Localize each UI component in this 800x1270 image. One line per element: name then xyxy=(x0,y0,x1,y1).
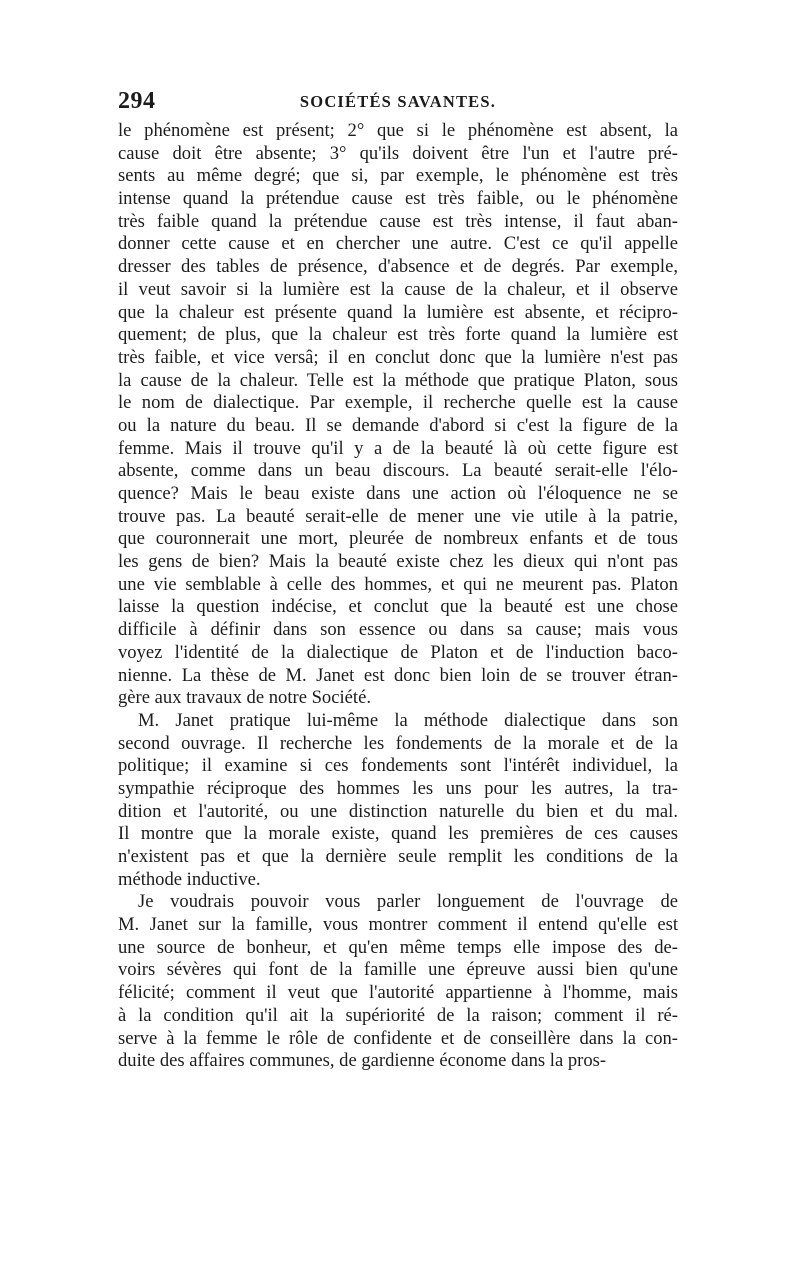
body-text xyxy=(118,120,678,1073)
text-line: dresser des tables de présence, d'absence et de degrés. Par exemple, xyxy=(118,256,678,278)
text-line: Il montre que la morale existe, quand les premières de ces causes xyxy=(118,823,678,845)
text-line: Je voudrais pouvoir vous parler longuement de l'ouvrage de xyxy=(138,891,678,913)
text-line: voirs sévères qui font de la famille une épreuve aussi bien qu'une xyxy=(118,959,678,981)
running-head: SOCIÉTÉS SAVANTES. xyxy=(299,92,497,111)
text-line: duite des affaires communes, de gardienne économe dans la pros- xyxy=(118,1050,607,1072)
text-line: M. Janet pratique lui-même la méthode dialectique dans son xyxy=(138,709,678,731)
text-line: cause doit être absente; 3° qu'ils doivent être l'un et l'autre pré- xyxy=(118,142,678,164)
text-line: serve à la femme le rôle de confidente et de conseillère dans la con- xyxy=(118,1027,678,1049)
text-line: sympathie réciproque des hommes les uns pour les autres, la tra- xyxy=(118,777,678,799)
text-line: trouve pas. La beauté serait-elle de mener une vie utile à la patrie, xyxy=(118,505,678,527)
text-line: très faible quand la prétendue cause est très intense, il faut aban- xyxy=(118,210,678,232)
text-line: à la condition qu'il ait la supériorité de la raison; comment il ré- xyxy=(118,1004,678,1026)
text-line: second ouvrage. Il recherche les fondements de la morale et de la xyxy=(118,732,678,754)
text-line: les gens de bien? Mais la beauté existe chez les dieux qui n'ont pas xyxy=(118,551,678,573)
text-line: gère aux travaux de notre Société. xyxy=(118,687,371,709)
text-line: difficile à définir dans son essence ou dans sa cause; mais vous xyxy=(118,619,678,641)
text-line: ou la nature du beau. Il se demande d'abord si c'est la figure de la xyxy=(118,414,678,436)
text-line: quement; de plus, que la chaleur est très forte quand la lumière est xyxy=(118,324,678,346)
text-line: politique; il examine si ces fondements sont l'intérêt individuel, la xyxy=(118,755,678,777)
text-line: que couronnerait une mort, pleurée de nombreux enfants et de tous xyxy=(118,528,678,550)
book-page xyxy=(118,88,678,1073)
text-line: félicité; comment il veut que l'autorité appartienne à l'homme, mais xyxy=(118,982,678,1004)
page-header xyxy=(118,88,678,118)
text-line: quence? Mais le beau existe dans une action où l'éloquence ne se xyxy=(118,483,678,504)
text-line: laisse la question indécise, et conclut que la beauté est une chose xyxy=(118,596,678,618)
text-line: intense quand la prétendue cause est très faible, ou le phénomène xyxy=(118,188,678,210)
text-line: donner cette cause et en chercher une autre. C'est ce qu'il appelle xyxy=(118,233,678,255)
text-line: voyez l'identité de la dialectique de Platon et de l'induction baco- xyxy=(118,641,678,663)
text-line: n'existent pas et que la dernière seule remplit les conditions de la xyxy=(118,846,678,867)
text-line: le nom de dialectique. Par exemple, il recherche quelle est la cause xyxy=(118,392,678,414)
text-line: femme. Mais il trouve qu'il y a de la beauté là où cette figure est xyxy=(118,437,678,459)
text-line: sents au même degré; que si, par exemple, le phénomène est très xyxy=(118,165,678,187)
paragraph xyxy=(118,891,678,1073)
text-line: une vie semblable à celle des hommes, et qui ne meurent pas. Platon xyxy=(118,573,678,595)
text-line: il veut savoir si la lumière est la cause de la chaleur, et il observe xyxy=(118,278,678,300)
text-line: le phénomène est présent; 2° que si le phénomène est absent, la xyxy=(118,120,678,141)
paragraph xyxy=(118,120,678,710)
text-line: nienne. La thèse de M. Janet est donc bien loin de se trouver étran- xyxy=(118,664,678,686)
text-line: absente, comme dans un beau discours. La beauté serait-elle l'élo- xyxy=(118,460,678,482)
page-number: 294 xyxy=(118,88,156,114)
text-line: M. Janet sur la famille, vous montrer comment il entend qu'elle est xyxy=(118,914,678,936)
text-line: très faible, et vice versâ; il en conclut donc que la lumière n'est pas xyxy=(118,346,678,368)
text-line: une source de bonheur, et qu'en même temps elle impose des de- xyxy=(118,936,678,958)
paragraph xyxy=(118,710,678,892)
text-line: dition et l'autorité, ou une distinction naturelle du bien et du mal. xyxy=(118,800,678,822)
text-line: la cause de la chaleur. Telle est la méthode que pratique Platon, sous xyxy=(118,369,678,391)
text-line: méthode inductive. xyxy=(118,868,261,890)
text-line: que la chaleur est présente quand la lumière est absente, et récipro- xyxy=(118,301,678,323)
